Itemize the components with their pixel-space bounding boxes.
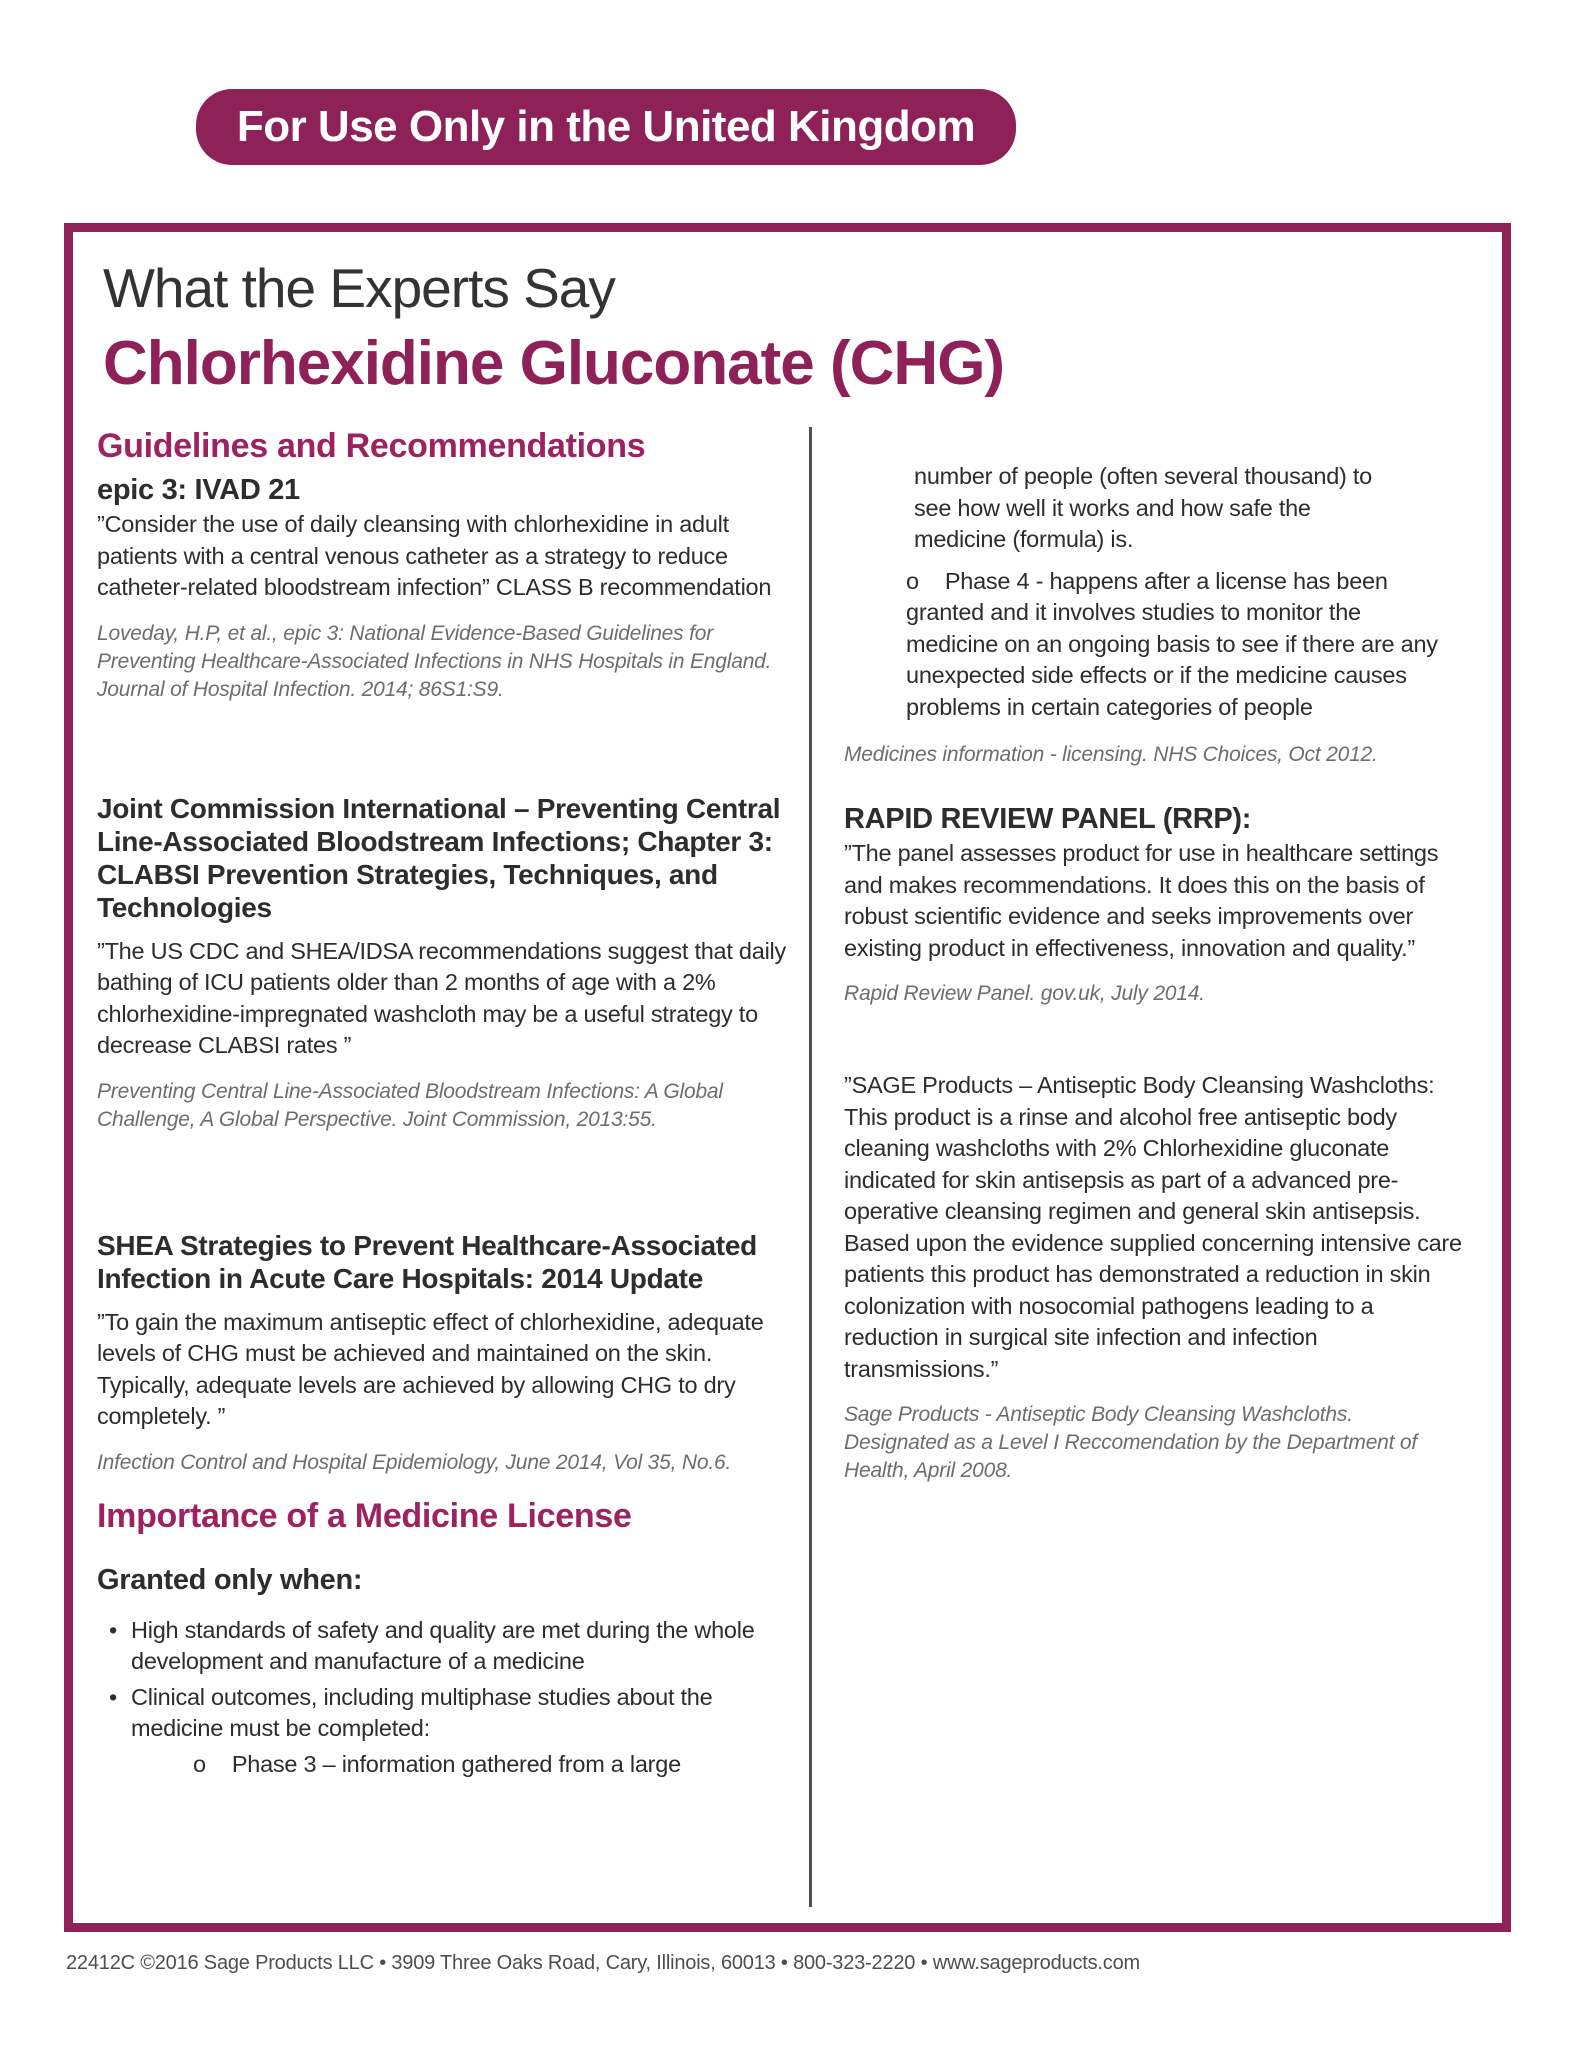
quote-sage-products: ”SAGE Products – Antiseptic Body Cleansing Washcloths: This product is a rinse and alcohol free antiseptic body cleaning washcloths with 2% Chlorhexidine gluconate indicated for skin antisepsis as part of a advanced pre-operative cleansing regimen and general skin antisepsis. Based upon the evidence supplied concerning intensive care patients this product has demonstrated a reduction in skin colonization with nosocomial pathogens leading to a reduction in surgical site infection and infection transmissions.”: [844, 1072, 1462, 1382]
list-item: [97, 1615, 787, 1678]
page-subtitle: Chlorhexidine Gluconate (CHG): [103, 329, 1005, 398]
quote-epic3: ”Consider the use of daily cleansing with chlorhexidine in adult patients with a central venous catheter as a strategy to reduce catheter-related bloodstream infection” CLASS B recommendation: [97, 511, 772, 600]
quote-shea: ”To gain the maximum antiseptic effect of chlorhexidine, adequate levels of CHG must be achieved and maintained on the skin. Typically, adequate levels are achieved by allowing CHG to dry completely. ”: [97, 1308, 764, 1429]
uk-only-banner: For Use Only in the United Kingdom: [196, 89, 1016, 165]
phase4-text: Phase 4 - happens after a license has been granted and it involves studies to monitor the medicine on an ongoing basis to see if there are any unexpected side effects or if the medicine causes problems in certain categories of people: [906, 567, 1438, 720]
list-item: [97, 1682, 787, 1745]
heading-joint-commission: Joint Commission International – Preventing Central Line-Associated Bloodstream Infections; Chapter 3: CLABSI Prevention Strategies, Techniques, and Technologies: [97, 792, 781, 923]
quote-rapid-review-panel: ”The panel assesses product for use in healthcare settings and makes recommendations. It does this on the basis of robust scientific evidence and seeks improvements over existing product in effectiveness, innovation and quality.”: [844, 840, 1439, 961]
footer: 22412C ©2016 Sage Products LLC • 3909 Three Oaks Road, Cary, Illinois, 60013 • 800-323-2220 • www.sageproducts.com: [66, 1952, 1140, 1974]
quote-joint-commission: ”The US CDC and SHEA/IDSA recommendations suggest that daily bathing of ICU patients older than 2 months of age with a 2% chlorhexidine-impregnated washcloth may be a useful strategy to decrease CLABSI rates ”: [97, 937, 787, 1058]
sub-bullet-icon: o: [906, 567, 919, 594]
title-block: [73, 232, 1502, 399]
bullet-icon: •: [109, 1683, 117, 1710]
heading-rapid-review-panel: RAPID REVIEW PANEL (RRP):: [844, 803, 1252, 835]
heading-epic3: epic 3: IVAD 21: [97, 474, 300, 506]
bullet-icon: •: [109, 1616, 117, 1643]
page-title: What the Experts Say: [103, 257, 615, 319]
sub-bullet-phase4: [906, 566, 1444, 724]
sub-bullet-icon: o: [193, 1750, 206, 1777]
citation-sage-products: Sage Products - Antiseptic Body Cleansing Washcloths. Designated as a Level I Reccomendation by the Department of Health, April 2008.: [844, 1403, 1418, 1482]
two-column-layout: [73, 427, 1502, 1907]
phase3-text: Phase 3 – information gathered from a large: [231, 1750, 681, 1777]
citation-nhs-choices: Medicines information - licensing. NHS Choices, Oct 2012.: [844, 743, 1378, 766]
heading-granted-only-when: Granted only when:: [97, 1563, 363, 1596]
bullet-text: High standards of safety and quality are met during the whole development and manufacture of a medicine: [131, 1616, 755, 1674]
sub-bullet-phase3: [193, 1749, 787, 1781]
citation-joint-commission: Preventing Central Line-Associated Bloodstream Infections: A Global Challenge, A Global Perspective. Joint Commission, 2013:55.: [97, 1079, 723, 1131]
heading-shea: SHEA Strategies to Prevent Healthcare-Associated Infection in Acute Care Hospitals: 2014 Update: [97, 1229, 757, 1294]
heading-medicine-license: Importance of a Medicine License: [97, 1496, 632, 1535]
license-bullet-list: [97, 1615, 787, 1745]
citation-rapid-review-panel: Rapid Review Panel. gov.uk, July 2014.: [844, 982, 1205, 1005]
bullet-text: Clinical outcomes, including multiphase studies about the medicine must be completed:: [131, 1683, 713, 1741]
citation-epic3: Loveday, H.P, et al., epic 3: National Evidence-Based Guidelines for Preventing Healthcare-Associated Infections in NHS Hospitals in England. Journal of Hospital Infection. 2014; 86S1:S9.: [97, 621, 772, 701]
heading-guidelines: Guidelines and Recommendations: [97, 427, 646, 465]
content-box: [64, 223, 1511, 1932]
left-column: [73, 427, 809, 1907]
right-column: [812, 427, 1502, 1907]
citation-shea: Infection Control and Hospital Epidemiology, June 2014, Vol 35, No.6.: [97, 1450, 732, 1474]
phase3-continuation-text: number of people (often several thousand) to see how well it works and how safe the medicine (formula) is.: [914, 463, 1372, 552]
